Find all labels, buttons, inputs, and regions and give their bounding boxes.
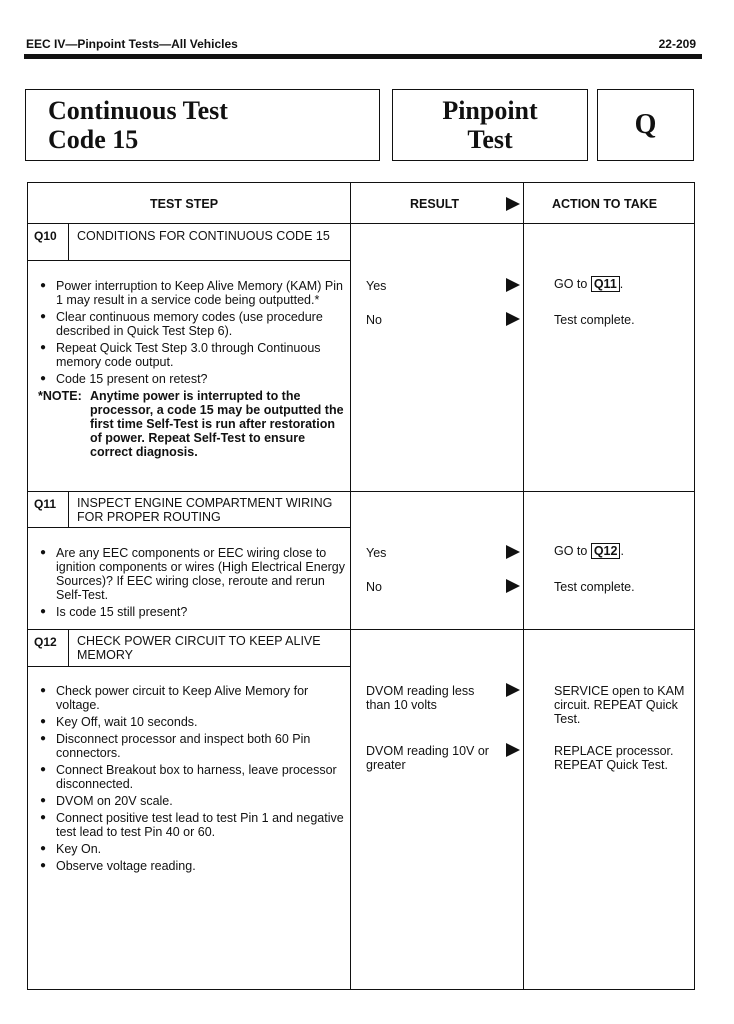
list-item: ● Check power circuit to Keep Alive Memory for voltage. xyxy=(38,684,348,712)
arrow-right-icon xyxy=(506,545,520,559)
action-prefix: GO to xyxy=(554,544,588,558)
step-title: CONDITIONS FOR CONTINUOUS CODE 15 xyxy=(77,229,330,243)
column-divider xyxy=(523,183,524,989)
note-label: *NOTE: xyxy=(38,389,82,403)
header-rule xyxy=(24,54,702,59)
title-box xyxy=(25,89,380,161)
action-text: SERVICE open to KAM circuit. REPEAT Quick Test. xyxy=(554,684,685,726)
list-item: ● Key On. xyxy=(38,842,348,856)
list-item: ● Repeat Quick Test Step 3.0 through Continuous memory code output. xyxy=(38,341,348,369)
column-divider xyxy=(350,183,351,989)
arrow-right-icon xyxy=(506,579,520,593)
page-number: 22-209 xyxy=(658,37,696,51)
step-reference: Q11 xyxy=(591,276,620,292)
note xyxy=(38,389,348,459)
test-table xyxy=(27,182,695,990)
arrow-right-icon xyxy=(506,312,520,326)
list-item: ● Connect positive test lead to test Pin 1 and negative test lead to test Pin 40 or 60. xyxy=(38,811,348,839)
action-text xyxy=(554,276,694,292)
step-title-divider xyxy=(28,260,350,261)
step-id-cell-divider xyxy=(68,629,69,666)
arrow-right-icon xyxy=(506,197,520,211)
action-text: REPLACE processor. REPEAT Quick Test. xyxy=(554,744,674,772)
list-item: ● Power interruption to Keep Alive Memory (KAM) Pin 1 may result in a service code being outputted.* xyxy=(38,279,348,307)
arrow-right-icon xyxy=(506,743,520,757)
note-text: Anytime power is interrupted to the processor, a code 15 may be outputted the first time Self-Test is run after restoration of power. Repeat Self-Test to ensure correct diagnosis. xyxy=(90,389,344,459)
result-text: Yes xyxy=(366,546,387,560)
step-id-cell-divider xyxy=(68,491,69,527)
action-text: Test complete. xyxy=(554,313,635,327)
result-text: DVOM reading 10V or greater xyxy=(366,744,489,772)
list-item: ● Disconnect processor and inspect both 60 Pin connectors. xyxy=(38,732,348,760)
list-item: ● Observe voltage reading. xyxy=(38,859,348,873)
step-reference: Q12 xyxy=(591,543,621,559)
list-item: ● DVOM on 20V scale. xyxy=(38,794,348,808)
row-divider xyxy=(28,629,694,630)
header-divider xyxy=(28,223,694,224)
pinpoint-line-2: Test xyxy=(467,125,513,154)
step-instructions xyxy=(38,684,348,876)
step-id: Q11 xyxy=(34,497,57,511)
step-title-divider xyxy=(28,666,350,667)
action-text: Test complete. xyxy=(554,580,635,594)
title-line-2: Code 15 xyxy=(48,125,139,154)
list-item: ● Connect Breakout box to harness, leave processor disconnected. xyxy=(38,763,348,791)
action-suffix: . xyxy=(620,544,624,558)
pinpoint-line-1: Pinpoint xyxy=(442,96,538,125)
action-suffix: . xyxy=(619,277,624,291)
result-text: Yes xyxy=(366,279,387,293)
list-item: ● Code 15 present on retest? xyxy=(38,372,348,386)
step-id: Q10 xyxy=(34,229,57,243)
action-prefix: GO to xyxy=(554,277,588,291)
list-item: ● Are any EEC components or EEC wiring close to ignition components or wires (High Electrical Energy Sources)? If EEC wiring close, reroute and rerun Self-Test. xyxy=(38,546,348,602)
title-line-1: Continuous Test xyxy=(48,96,228,125)
column-header-result: RESULT xyxy=(410,197,460,211)
result-text: No xyxy=(366,580,382,594)
result-text: No xyxy=(366,313,382,327)
list-item: ● Clear continuous memory codes (use procedure described in Quick Test Step 6). xyxy=(38,310,348,338)
test-letter-box: Q xyxy=(597,89,694,161)
result-text: DVOM reading less than 10 volts xyxy=(366,684,475,712)
step-title: CHECK POWER CIRCUIT TO KEEP ALIVE MEMORY xyxy=(77,634,321,662)
arrow-right-icon xyxy=(506,683,520,697)
column-header-action: ACTION TO TAKE xyxy=(552,197,658,211)
row-divider xyxy=(28,491,694,492)
list-item: ● Key Off, wait 10 seconds. xyxy=(38,715,348,729)
step-title: INSPECT ENGINE COMPARTMENT WIRING FOR PROPER ROUTING xyxy=(77,496,333,524)
step-instructions xyxy=(38,546,348,622)
page-header-left: EEC IV—Pinpoint Tests—All Vehicles xyxy=(26,37,238,51)
step-id-cell-divider xyxy=(68,223,69,260)
step-id: Q12 xyxy=(34,635,57,649)
column-header-test-step: TEST STEP xyxy=(150,197,219,211)
step-instructions xyxy=(38,279,348,459)
pinpoint-box xyxy=(392,89,588,161)
arrow-right-icon xyxy=(506,278,520,292)
list-item: ● Is code 15 still present? xyxy=(38,605,348,619)
action-text xyxy=(554,543,694,559)
step-title-divider xyxy=(28,527,350,528)
